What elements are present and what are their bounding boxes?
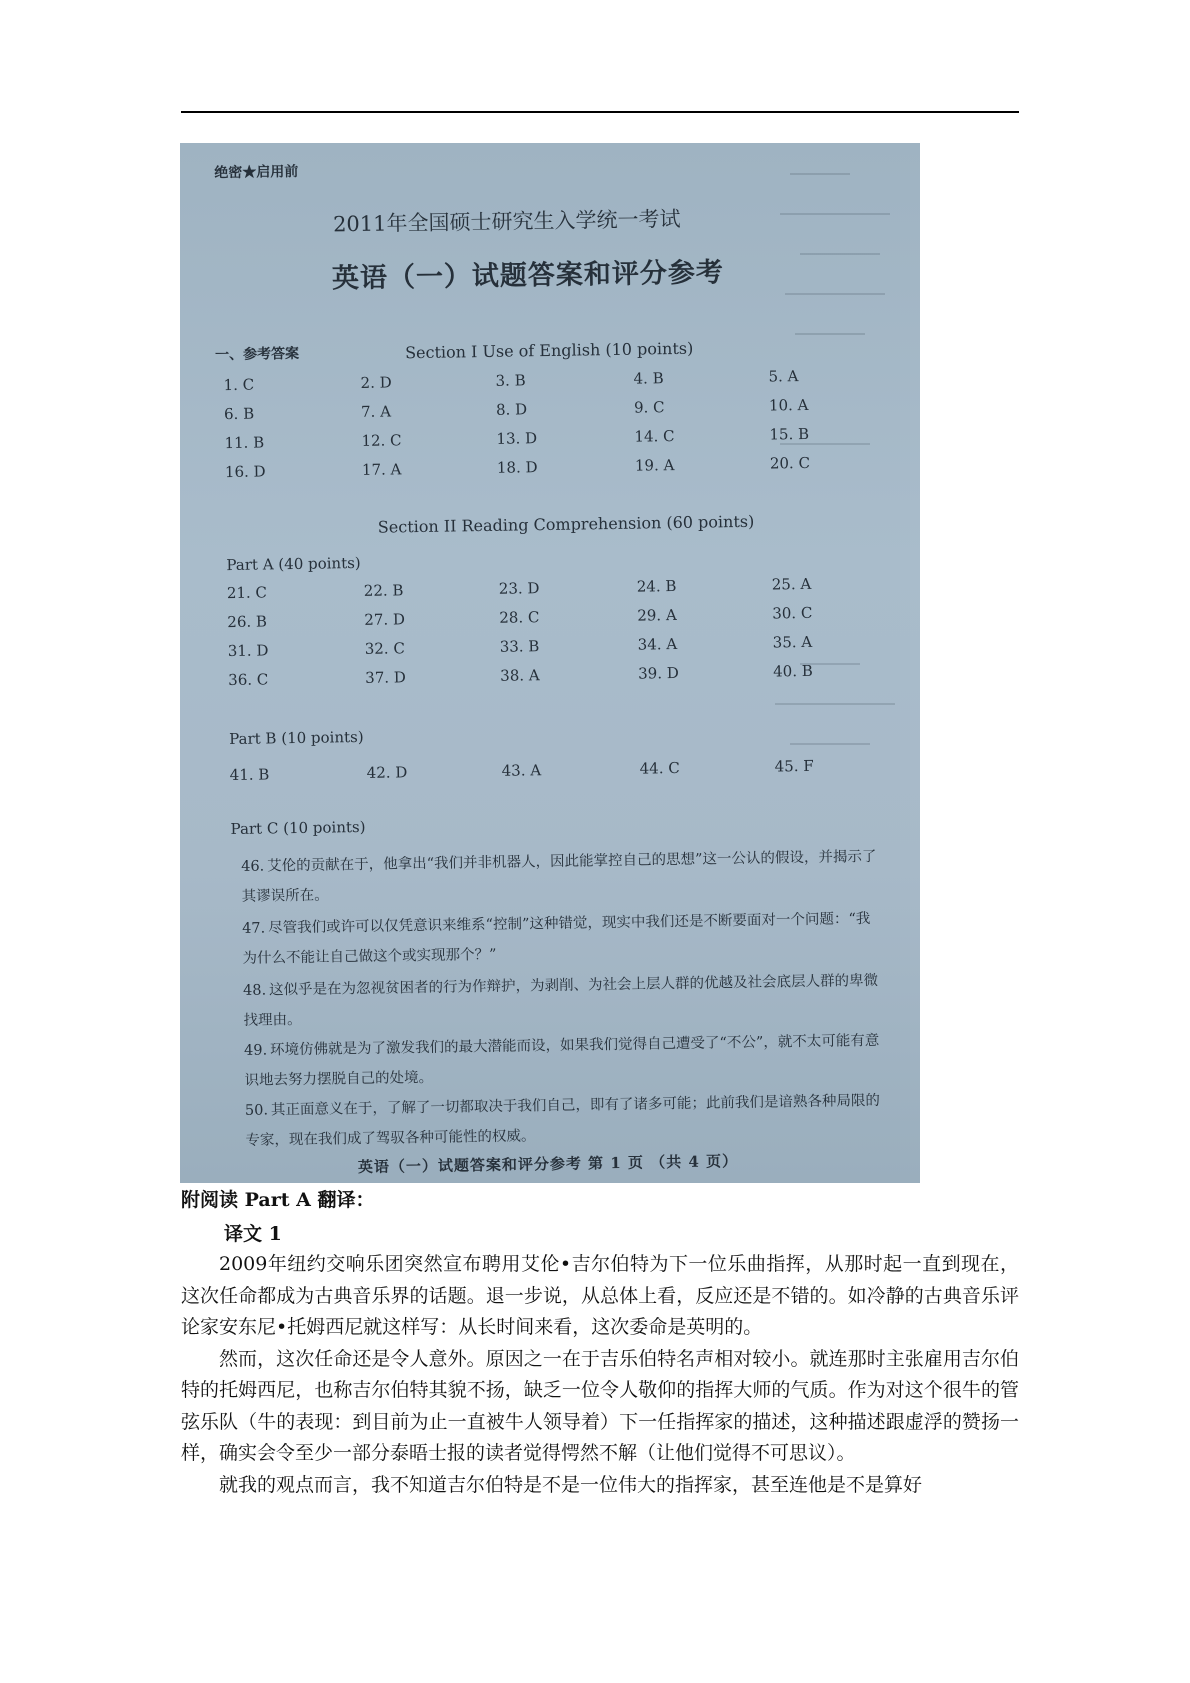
translation-item: [244, 1026, 885, 1096]
answer: 6. B: [223, 404, 255, 424]
item-text: 其正面意义在于，了解了一切都取决于我们自己，即有了诸多可能；此前我们是谙熟各种局限的专家，现在我们成了驾驭各种可能性的权威。: [245, 1092, 881, 1149]
answer: 4. B: [633, 369, 664, 388]
appendix-heading: 附阅读 Part A 翻译：: [181, 1189, 375, 1211]
answer: 5. A: [768, 367, 799, 386]
answer: 2. D: [360, 373, 392, 392]
top-rule: [181, 111, 1019, 113]
partA-answers: [227, 574, 849, 700]
exam-subtitle: 英语（一）试题答案和评分参考: [331, 257, 725, 295]
item-text: 尽管我们或许可以仅凭意识来维系“控制”这种错觉，现实中我们还是不断要面对一个问题：“我为什么不能让自己做这个或实现那个？”: [242, 911, 871, 967]
answer: 21. C: [226, 583, 268, 603]
answer: 10. A: [768, 395, 809, 415]
translation-item: [242, 904, 883, 974]
secret-mark: 绝密★启用前: [214, 163, 299, 182]
answer: 20. C: [769, 453, 811, 473]
answer: 19. A: [634, 456, 675, 475]
item-number: 49.: [243, 1042, 268, 1059]
paragraph: 2009年纽约交响乐团突然宣布聘用艾伦•吉尔伯特为下一位乐曲指挥，从那时起一直到现在，这次任命都成为古典音乐界的话题。退一步说，从总体上看，反应还是不错的。如冷静的古典音乐评论家安东尼•托姆西尼就这样写：从长时间来看，这次委命是英明的。: [181, 1253, 1019, 1338]
answer: 31. D: [227, 641, 269, 661]
answer: 12. C: [361, 431, 402, 450]
translation-item: [243, 966, 884, 1036]
answer: 37. D: [365, 668, 407, 687]
item-text: 环境仿佛就是为了激发我们的最大潜能而设，如果我们觉得自己遭受了“不公”，就不太可能有意识地去努力摆脱自己的处境。: [244, 1032, 880, 1089]
answer: 1. C: [223, 375, 255, 395]
answer: 38. A: [500, 666, 540, 685]
answer: 14. C: [634, 427, 675, 446]
item-number: 48.: [242, 982, 267, 999]
partB-title: Part B (10 points): [229, 727, 364, 749]
page-footer: 英语（一）试题答案和评分参考 第 1 页 （共 4 页）: [357, 1152, 739, 1177]
answer: 11. B: [224, 433, 265, 453]
answer: 26. B: [227, 612, 268, 632]
answer: 45. F: [774, 756, 814, 776]
answer: 34. A: [637, 635, 678, 654]
item-number: 50.: [244, 1102, 269, 1119]
section2-title: Section II Reading Comprehension (60 points): [377, 511, 755, 537]
answer: 13. D: [496, 429, 538, 448]
answer: 33. B: [499, 637, 540, 656]
answer: 36. C: [228, 670, 269, 690]
section1-answers: [223, 366, 845, 492]
answer: 32. C: [364, 639, 406, 658]
translation-body: [181, 1249, 1019, 1501]
translation-subheading: 译文 1: [224, 1223, 282, 1245]
partB-answers: [230, 756, 850, 795]
answer: 41. B: [229, 765, 270, 785]
item-text: 艾伦的贡献在于，他拿出“我们并非机器人，因此能掌控自己的思想”这一公认的假设，并揭示了其谬误所在。: [241, 848, 877, 905]
answer: 30. C: [772, 603, 813, 623]
item-number: 47.: [242, 920, 266, 937]
answer: 40. B: [773, 661, 813, 681]
item-number: 46.: [241, 858, 265, 875]
answer: 35. A: [772, 632, 813, 652]
paragraph: 然而，这次任命还是令人意外。原因之一在于吉乐伯特名声相对较小。就连那时主张雇用吉尔伯特的托姆西尼，也称吉尔伯特其貌不扬，缺乏一位令人敬仰的指挥大师的气质。作为对这个很牛的管弦乐队（牛的表现：到目前为止一直被牛人领导着）下一任指挥家的描述，这种描述跟虚浮的赞扬一样，确实会令至少一部分泰晤士报的读者觉得愕然不解（让他们觉得不可思议）。: [181, 1347, 1019, 1464]
answer: 23. D: [498, 579, 540, 598]
answer: 28. C: [499, 608, 540, 627]
answer: 24. B: [636, 577, 677, 596]
answer: 27. D: [364, 610, 406, 629]
answer: 3. B: [495, 371, 526, 390]
answer-row: [230, 756, 850, 795]
answer: 44. C: [639, 758, 680, 778]
answer: 8. D: [495, 400, 528, 419]
paragraph: 就我的观点而言，我不知道吉尔伯特是不是一位伟大的指挥家，甚至连他是不是算好: [219, 1473, 923, 1496]
section1-title: Section I Use of English (10 points): [404, 338, 694, 363]
partA-title: Part A (40 points): [226, 553, 361, 575]
partC-title: Part C (10 points): [230, 817, 366, 839]
translation-item: [245, 1086, 886, 1156]
answer: 9. C: [633, 398, 665, 417]
translation-item: [241, 842, 882, 912]
answer: 16. D: [224, 462, 266, 482]
exam-title: 2011年全国硕士研究生入学统一考试: [332, 206, 681, 237]
reference-answers-heading: 一、参考答案: [214, 345, 300, 364]
answer: 43. A: [501, 761, 542, 780]
scanned-answer-sheet: [180, 143, 920, 1183]
answer: 7. A: [360, 402, 392, 421]
answer: 29. A: [637, 606, 677, 625]
answer: 17. A: [361, 460, 402, 479]
answer: 22. B: [363, 581, 404, 600]
answer: 25. A: [771, 574, 812, 594]
answer: 39. D: [638, 663, 679, 683]
answer: 18. D: [496, 458, 538, 477]
answer: 42. D: [366, 763, 408, 782]
item-text: 这似乎是在为忽视贫困者的行为作辩护，为剥削、为社会上层人群的优越及社会底层人群的卑微找理由。: [243, 972, 879, 1029]
answer: 15. B: [769, 424, 810, 444]
